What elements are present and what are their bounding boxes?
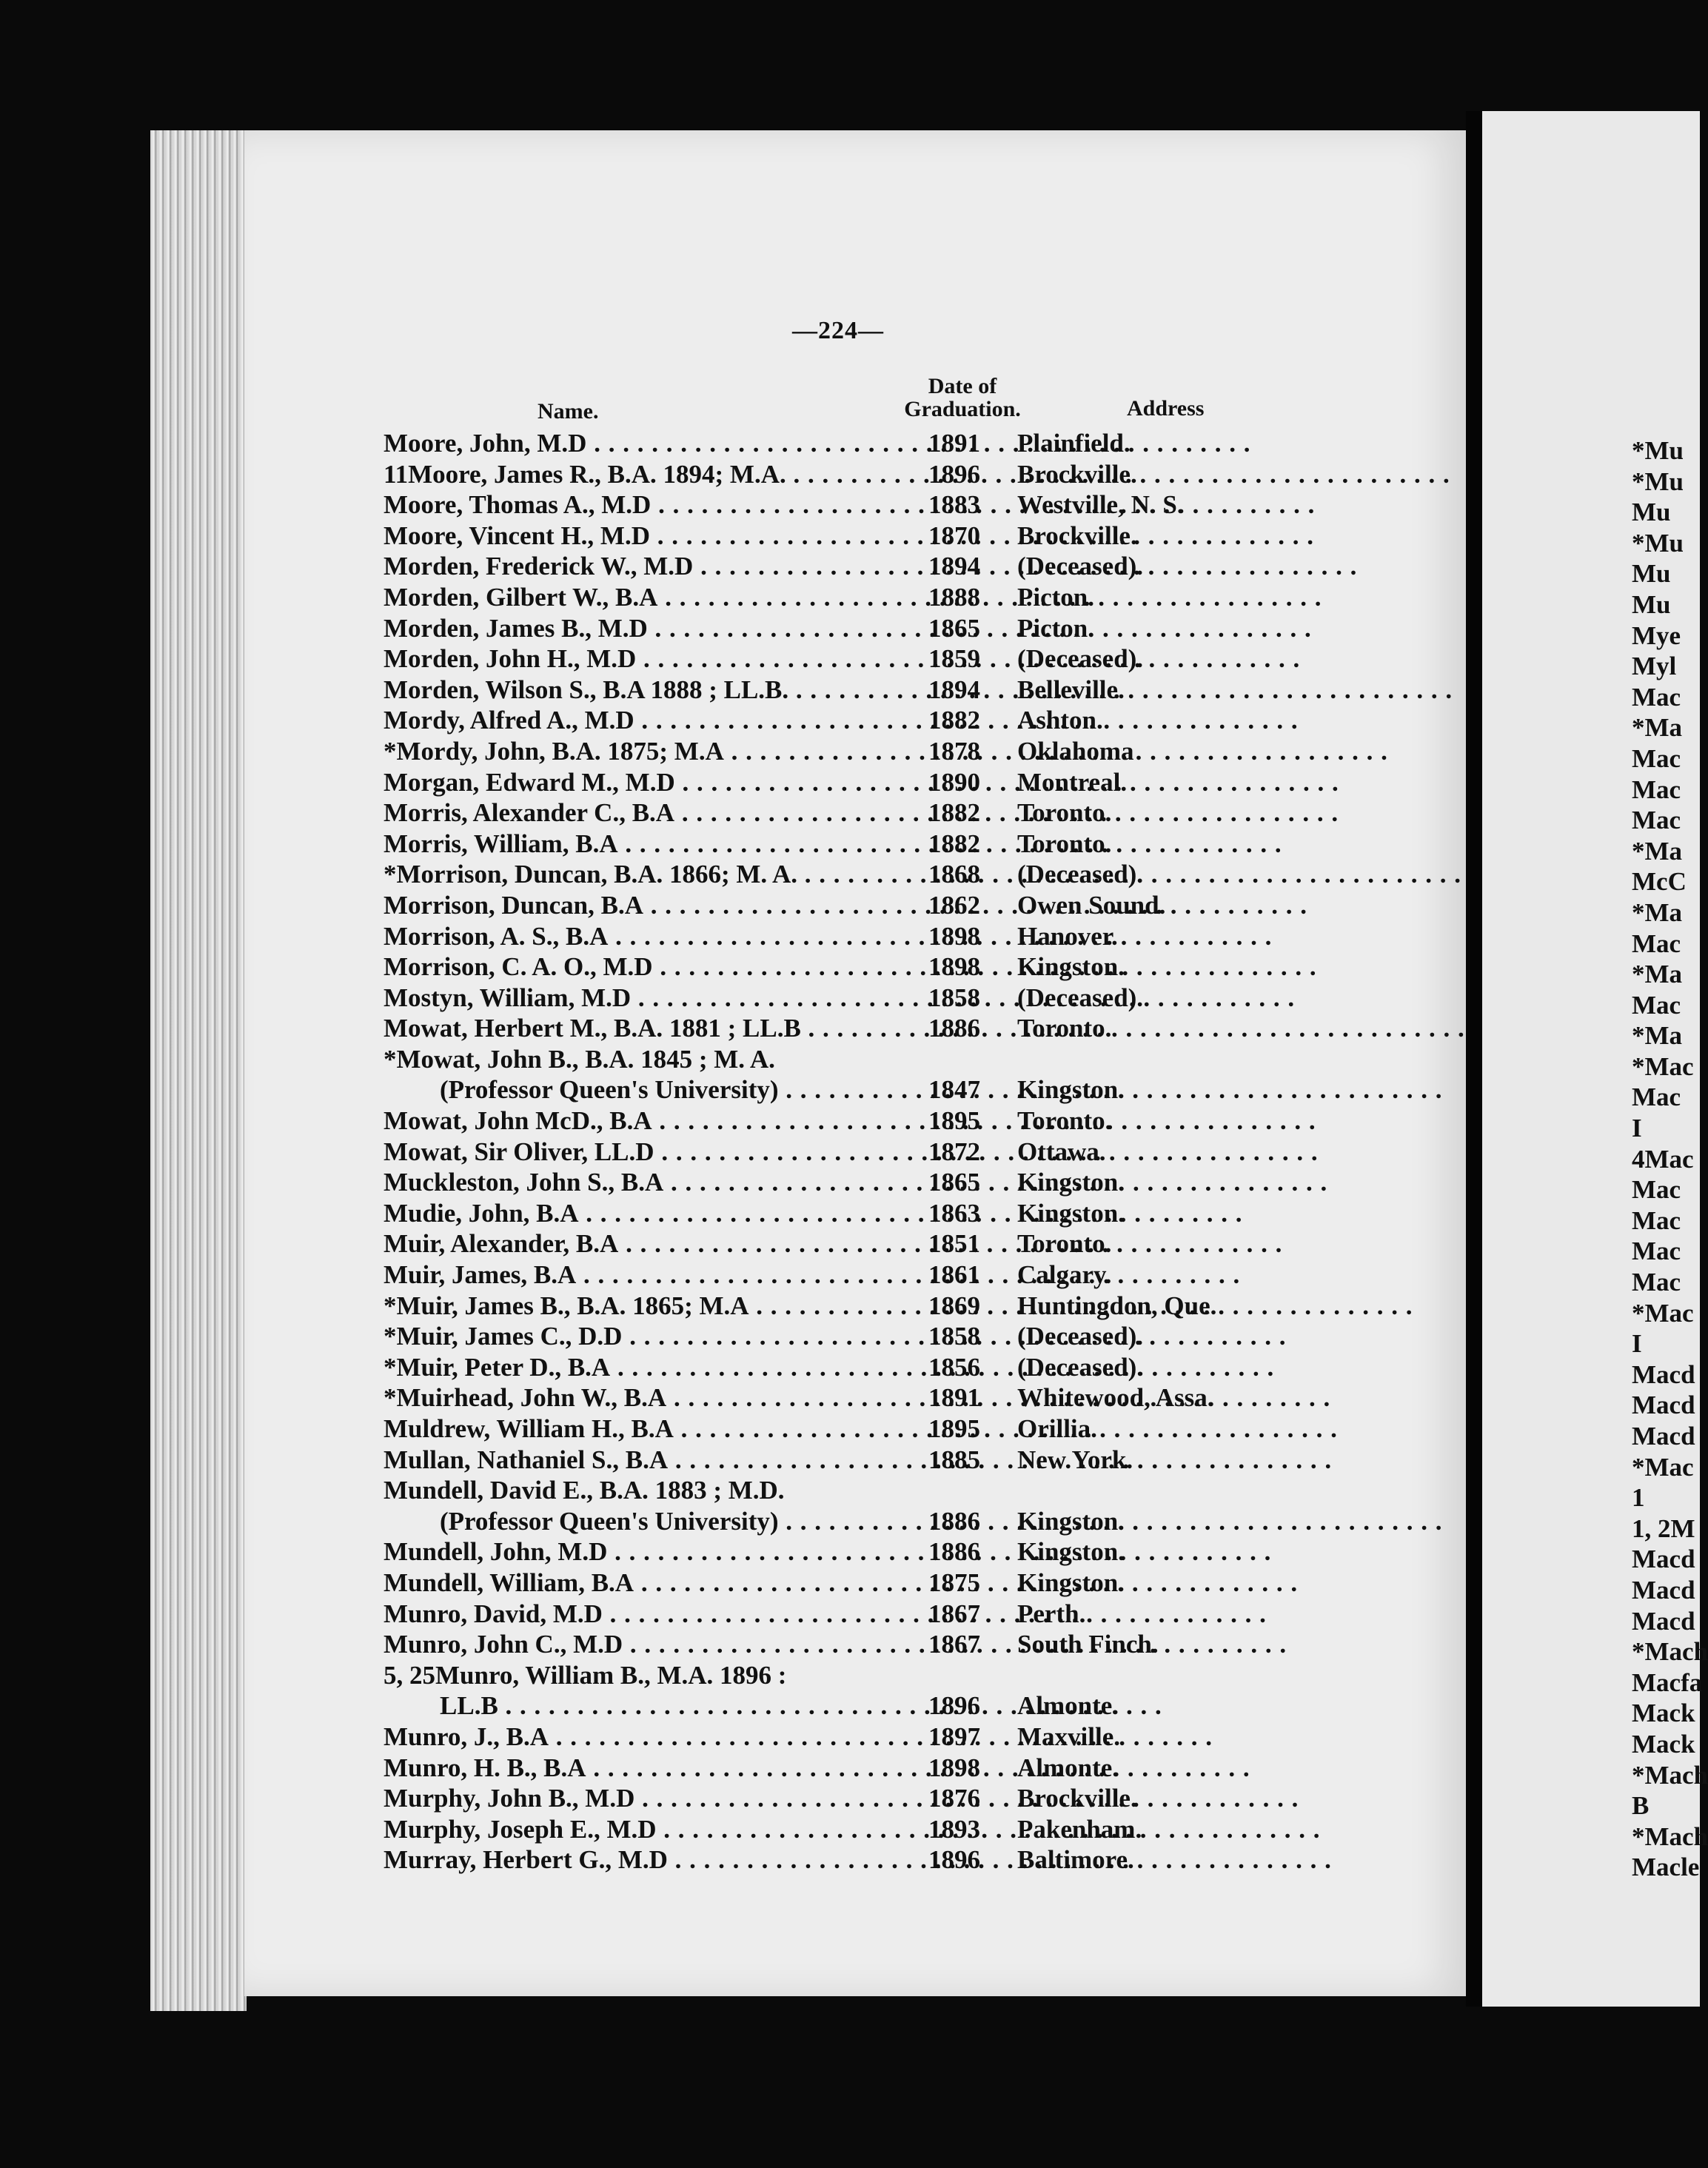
graduate-name: Moore, Vincent H., M.D . . . [384,521,902,552]
graduate-address: Kingston. [1017,1568,1125,1597]
graduation-year: 1883 [928,490,980,520]
right-page-fragment: Mac [1632,990,1681,1020]
list-row [384,1259,1450,1291]
right-page-fragment: *Mach [1632,1821,1708,1851]
right-page-fragment: *Mach [1632,1760,1708,1790]
graduation-year: 1869 [928,1291,980,1320]
list-row [384,1722,1450,1753]
graduate-address: Kingston. [1017,1198,1125,1228]
graduate-address: (Deceased). [1017,860,1144,889]
graduate-address: Picton. [1017,613,1095,643]
right-page-fragment: Mac [1632,1237,1681,1266]
graduate-address: Almonte. [1017,1753,1119,1782]
right-page-fragment: *Ma [1632,836,1683,866]
right-page-fragment: Myl [1632,652,1677,681]
graduate-address: Maxville. [1017,1722,1120,1751]
graduate-address: Picton. [1017,582,1095,612]
graduate-name: *Muir, Peter D., B.A . . . [384,1352,902,1383]
right-page-fragment: Mu [1632,559,1671,589]
list-row [384,428,1450,459]
right-page-fragment: Mac [1632,682,1681,712]
right-page-fragment: Mac [1632,806,1681,835]
graduate-name: Mostyn, William, M.D . . . [384,983,902,1014]
list-row [384,705,1450,736]
graduate-address: Kingston. [1017,1537,1125,1567]
graduation-year: 1847 [928,1075,980,1105]
graduation-year: 1888 [928,582,980,612]
graduate-address: Westville, N. S. [1017,490,1184,520]
graduation-year: 1898 [928,921,980,951]
graduate-name: Muir, Alexander, B.A . . . [384,1228,902,1259]
right-page-fragment: I [1632,1329,1642,1359]
graduation-year: 1875 [928,1568,980,1597]
graduation-year: 1895 [928,1106,980,1136]
graduate-address: Brockville. [1017,459,1137,489]
graduate-address: Kingston. [1017,1506,1125,1536]
right-page-fragment: Mac [1632,929,1681,958]
graduate-name: Muckleston, John S., B.A . . . [384,1167,902,1198]
graduate-name: Mowat, Herbert M., B.A. 1881 ; LL.B . . . [384,1013,902,1044]
list-row [384,643,1450,675]
right-page-fragment: Mu [1632,589,1671,619]
graduate-name: Morden, Gilbert W., B.A . . . [384,582,902,613]
graduate-name: Muldrew, William H., B.A . . . [384,1413,902,1445]
graduation-year: 1896 [928,459,980,489]
right-page-fragment: Macd [1632,1575,1695,1605]
graduate-address: Kingston. [1017,1168,1125,1197]
right-page-fragment: Mac [1632,1175,1681,1205]
graduate-name: Munro, David, M.D . . . [384,1599,902,1630]
graduate-name: *Muirhead, John W., B.A . . . [384,1382,902,1413]
graduation-year: 1851 [928,1229,980,1259]
graduate-name: *Mowat, John B., B.A. 1845 ; M. A. [384,1044,775,1074]
graduate-name: Murphy, Joseph E., M.D . . . [384,1814,902,1845]
graduate-address: Toronto. [1017,798,1112,828]
graduate-name: LL.B . . . [440,1690,902,1722]
list-row [384,1753,1450,1784]
list-row [384,551,1450,582]
header-name: Name. [537,399,599,424]
list-row [384,675,1450,706]
right-page-fragment: Macle [1632,1853,1700,1882]
graduation-year: 1870 [928,521,980,550]
list-row [384,1475,1450,1506]
graduate-address: Ottawa. [1017,1137,1106,1166]
graduate-address: Brockville. [1017,521,1137,550]
graduate-address: Toronto. [1017,1014,1112,1043]
list-row [384,1167,1450,1198]
right-page-fragment: Mu [1632,498,1671,527]
graduate-address: Huntingdon, Que. [1017,1291,1217,1320]
graduate-address: Whitewood, Assa. [1017,1383,1214,1413]
graduate-address: Belleville. [1017,675,1125,704]
list-row [384,1445,1450,1476]
header-date [896,375,1029,421]
graduate-name: 5, 25Munro, William B., M.A. 1896 : [384,1660,787,1690]
graduation-year: 1856 [928,1352,980,1382]
right-page-fragment: Mack [1632,1699,1695,1728]
graduate-address: Toronto. [1017,1106,1112,1136]
right-page-fragment: Macfa [1632,1667,1703,1697]
list-row [384,921,1450,952]
graduation-year: 1862 [928,890,980,920]
header-date-line1: Date of [928,374,997,398]
graduate-name: Morden, Wilson S., B.A 1888 ; LL.B. . . . [384,675,902,706]
graduation-year: 1891 [928,429,980,458]
header-address: Address [1127,396,1205,421]
graduate-address: South Finch. [1017,1630,1159,1659]
graduate-name: Murray, Herbert G., M.D . . . [384,1844,902,1876]
list-row [384,1599,1450,1630]
right-page-fragment: *Mac [1632,1298,1694,1328]
graduate-name: Munro, H. B., B.A . . . [384,1753,902,1784]
graduation-year: 1890 [928,767,980,797]
list-row [384,613,1450,644]
right-page-fragment: *Mac [1632,1452,1694,1482]
graduate-address: Baltimore. [1017,1845,1134,1875]
right-page-fragment: *Mu [1632,466,1684,496]
graduate-name: Mowat, Sir Oliver, LL.D . . . [384,1137,902,1168]
list-row [384,521,1450,552]
right-page-fragment: Mack [1632,1729,1695,1759]
graduate-address: Kingston. [1017,1075,1125,1105]
list-row [384,1352,1450,1383]
graduate-name: Morgan, Edward M., M.D . . . [384,767,902,798]
graduation-year: 1886 [928,1537,980,1567]
list-row [384,1536,1450,1568]
list-row [384,1690,1450,1722]
graduate-address: (Deceased). [1017,983,1144,1012]
right-page-fragment: *Ma [1632,1021,1683,1051]
graduate-name: Mowat, John McD., B.A . . . [384,1105,902,1137]
list-row [384,767,1450,798]
graduate-address: (Deceased). [1017,1352,1144,1382]
graduation-year: 1886 [928,1014,980,1043]
graduate-address: Almonte. [1017,1691,1119,1721]
graduation-year: 1859 [928,644,980,674]
list-row [384,829,1450,860]
graduate-name: 11Moore, James R., B.A. 1894; M.A. . . . [384,459,902,490]
graduate-name: Morden, John H., M.D . . . [384,643,902,675]
graduate-name: Morden, Frederick W., M.D . . . [384,551,902,582]
graduation-year: 1858 [928,983,980,1012]
list-row [384,1506,1450,1537]
graduation-year: 1867 [928,1599,980,1628]
list-row [384,1814,1450,1845]
list-row [384,1413,1450,1445]
graduate-name: Mundell, John, M.D . . . [384,1536,902,1568]
list-row [384,890,1450,921]
right-page-fragment: Mac [1632,1205,1681,1235]
right-page-fragment: 1 [1632,1483,1645,1513]
graduation-year: 1895 [928,1414,980,1443]
list-row [384,1568,1450,1599]
graduation-year: 1882 [928,829,980,858]
graduation-year: 1897 [928,1722,980,1751]
right-page-fragment: *Ma [1632,960,1683,989]
graduate-name: Morris, Alexander C., B.A . . . [384,797,902,829]
right-page-fragment: Macd [1632,1359,1695,1389]
list-row [384,983,1450,1014]
graduation-year: 1878 [928,736,980,766]
graduation-year: 1858 [928,1322,980,1351]
graduate-address: Oklahoma [1017,736,1134,766]
list-row [384,736,1450,767]
graduate-name: (Professor Queen's University) . . . [440,1074,902,1105]
right-page-fragment: *Mu [1632,528,1684,558]
graduation-year: 1894 [928,552,980,581]
right-page-fragment: Macd [1632,1545,1695,1574]
list-row [384,1044,1450,1075]
graduate-name: Mullan, Nathaniel S., B.A . . . [384,1445,902,1476]
right-page-fragment: *Mu [1632,436,1684,465]
graduate-address: Plainfield. [1017,429,1131,458]
graduate-name: *Muir, James B., B.A. 1865; M.A . . . [384,1291,902,1322]
right-page-fragment: Mac [1632,774,1681,804]
graduate-address: Owen Sound. [1017,890,1166,920]
graduate-name: Mudie, John, B.A . . . [384,1198,902,1229]
graduation-year: 1868 [928,860,980,889]
graduate-address: Toronto. [1017,1229,1112,1259]
graduate-address: (Deceased). [1017,552,1144,581]
list-row [384,489,1450,521]
graduate-name: Morrison, Duncan, B.A . . . [384,890,902,921]
list-row [384,459,1450,490]
graduate-name: Mundell, William, B.A . . . [384,1568,902,1599]
graduate-name: Muir, James, B.A . . . [384,1259,902,1291]
graduation-year: 1893 [928,1814,980,1844]
list-row [384,1228,1450,1259]
graduate-name: *Morrison, Duncan, B.A. 1866; M. A. . . . [384,859,902,890]
graduation-year: 1872 [928,1137,980,1166]
right-page-fragment: Mye [1632,620,1681,650]
right-page-fragment: 1, 2M [1632,1513,1695,1543]
list-row [384,859,1450,890]
list-row [384,1844,1450,1876]
graduate-name: Moore, Thomas A., M.D . . . [384,489,902,521]
list-row [384,951,1450,983]
list-row [384,1074,1450,1105]
graduation-year: 1891 [928,1383,980,1413]
right-page-fragment: Macd [1632,1391,1695,1420]
list-row [384,1013,1450,1044]
right-page-fragment: Mac [1632,1268,1681,1297]
graduate-address: New York. [1017,1445,1133,1474]
graduation-year: 1896 [928,1691,980,1721]
graduation-year: 1898 [928,1753,980,1782]
graduate-address: Ashton. [1017,706,1103,735]
right-page-fragment: 4Mac [1632,1144,1694,1174]
graduate-address: Montreal. [1017,767,1128,797]
right-page-fragment: Macd [1632,1422,1695,1451]
graduate-name: (Professor Queen's University) . . . [440,1506,902,1537]
graduate-name: *Mordy, John, B.A. 1875; M.A . . . [384,736,902,767]
list-row [384,1291,1450,1322]
list-row [384,1137,1450,1168]
graduate-address: Perth. [1017,1599,1086,1628]
right-page-fragment: Macd [1632,1606,1695,1636]
right-page-fragments [1632,435,1708,1883]
graduation-year: 1894 [928,675,980,704]
graduation-year: 1865 [928,613,980,643]
header-date-line2: Graduation. [904,397,1021,421]
right-page-fragment: Mac [1632,1083,1681,1112]
graduate-address: Kingston. [1017,952,1125,982]
list-row [384,1198,1450,1229]
graduate-name: Morrison, C. A. O., M.D . . . [384,951,902,983]
graduate-name: Mundell, David E., B.A. 1883 ; M.D. [384,1476,785,1505]
graduate-list [384,428,1450,1876]
graduation-year: 1861 [928,1260,980,1290]
page-edges [150,130,247,2011]
list-row [384,797,1450,829]
right-page-fragment: Mac [1632,743,1681,773]
graduate-name: Morrison, A. S., B.A . . . [384,921,902,952]
graduation-year: 1882 [928,706,980,735]
page-number: —224— [792,317,884,344]
right-page-fragment: I [1632,1114,1642,1143]
right-page-fragment: *Ma [1632,713,1683,743]
graduate-name: Murphy, John B., M.D . . . [384,1783,902,1814]
graduate-address: (Deceased). [1017,644,1144,674]
graduation-year: 1896 [928,1845,980,1875]
graduate-name: Munro, John C., M.D . . . [384,1629,902,1660]
graduation-year: 1867 [928,1630,980,1659]
graduate-address: Orillia. [1017,1414,1097,1443]
graduate-address: Calgary. [1017,1260,1112,1290]
graduation-year: 1898 [928,952,980,982]
graduate-address: Toronto. [1017,829,1112,858]
list-row [384,1105,1450,1137]
graduate-name: Munro, J., B.A . . . [384,1722,902,1753]
graduate-address: Pakenham. [1017,1814,1142,1844]
list-row [384,1629,1450,1660]
graduate-name: Moore, John, M.D . . . [384,428,902,459]
graduate-address: Brockville. [1017,1784,1137,1813]
graduate-name: Morden, James B., M.D . . . [384,613,902,644]
graduation-year: 1876 [928,1784,980,1813]
book-gutter [1466,111,1482,2007]
right-page-fragment: *Ma [1632,897,1683,927]
right-page-fragment: McC [1632,867,1687,897]
graduate-address: Hanover. [1017,921,1118,951]
graduate-name: Morris, William, B.A . . . [384,829,902,860]
list-row [384,582,1450,613]
list-row [384,1660,1450,1691]
graduate-name: *Muir, James C., D.D . . . [384,1321,902,1352]
list-row [384,1321,1450,1352]
right-page-fragment: B [1632,1791,1650,1821]
list-row [384,1783,1450,1814]
graduate-name: Mordy, Alfred A., M.D . . . [384,705,902,736]
graduation-year: 1885 [928,1445,980,1474]
graduation-year: 1863 [928,1198,980,1228]
right-page-fragment: *Mac [1632,1051,1694,1081]
graduate-address: (Deceased). [1017,1322,1144,1351]
list-row [384,1382,1450,1413]
right-page-fragment: *Mach [1632,1637,1708,1667]
graduation-year: 1882 [928,798,980,828]
graduation-year: 1865 [928,1168,980,1197]
graduation-year: 1886 [928,1506,980,1536]
